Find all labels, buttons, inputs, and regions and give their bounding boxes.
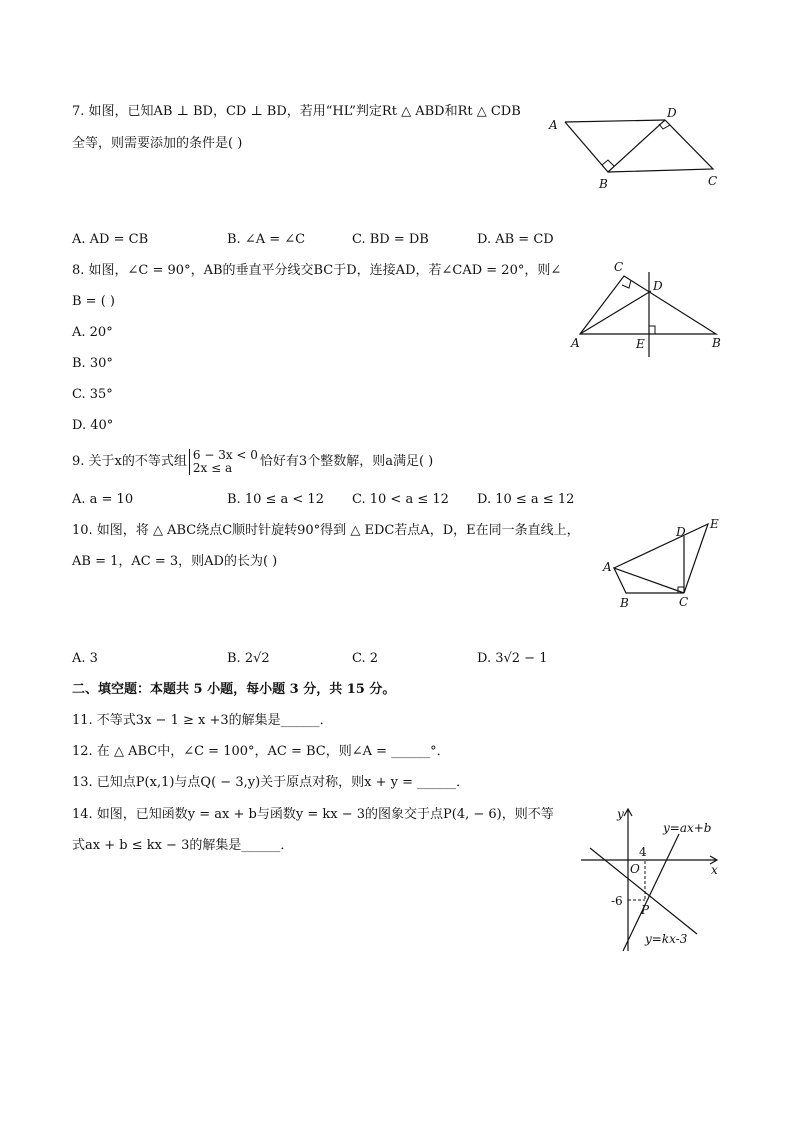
q10-label-c: C [679,595,689,609]
q10-text-line2: AB = 1，AC = 3，则AD的长为( ) [72,554,278,569]
q8-label-c: C [614,260,624,274]
q8-label-b: B [712,336,721,350]
q9-option-c[interactable]: C. 10 < a ≤ 12 [352,492,449,507]
q14-x-axis-label: x [711,863,718,877]
q7-figure [545,102,725,194]
q14-y-axis-label: y [617,807,624,821]
q10-figure [600,516,730,612]
q8-figure [568,258,728,360]
q14-text-line2: 式ax + b ≤ kx − 3的解集是______． [72,838,294,853]
q14-text-line1: 14. 如图，已知函数y = ax + b与函数y = kx − 3的图象交于点P(4, − 6)，则不等 [72,807,554,822]
q7-label-a: A [549,118,558,132]
q9-inequality-system [189,449,258,475]
q7-option-b[interactable]: B. ∠A = ∠C [227,232,306,247]
q9-option-d[interactable]: D. 10 ≤ a ≤ 12 [477,492,575,507]
q9-system-top: 6 − 3x < 0 [192,447,258,462]
q9-suffix: 恰好有3个整数解，则a满足( ) [259,454,434,469]
q13-text: 13. 已知点P(x,1)与点Q( − 3,y)关于原点对称，则x + y = ______． [72,775,470,790]
q7-option-d[interactable]: D. AB = CD [477,232,554,247]
q8-text-line1: 8. 如图，∠C = 90°，AB的垂直平分线交BC于D，连接AD，若∠CAD = 20°，则∠ [72,263,562,278]
q7-text-line2: 全等，则需要添加的条件是( ) [72,136,243,151]
q10-text-line1: 10. 如图，将 △ ABC绕点C顺时针旋转90°得到 △ EDC若点A，D，E在同一条直线上， [72,523,580,538]
q10-option-b[interactable]: B. 2√2 [227,651,270,666]
q7-label-d: D [667,106,677,120]
q9-system-bottom: 2x ≤ a [192,460,233,475]
q9-text [72,448,433,476]
q14-label-line-axb: y=ax+b [663,821,712,835]
q8-option-b[interactable]: B. 30° [72,356,113,371]
q7-option-c[interactable]: C. BD = DB [352,232,429,247]
q11-text: 11. 不等式3x − 1 ≥ x +3的解集是______． [72,713,333,728]
q14-label-p: P [641,903,650,917]
q7-option-a[interactable]: A. AD = CB [72,232,149,247]
q8-label-a: A [571,336,580,350]
q14-figure [575,806,725,956]
q9-prefix: 9. 关于x的不等式组 [72,454,187,469]
q10-label-a: A [603,560,612,574]
q7-label-b: B [599,177,608,191]
q10-label-e: E [710,517,719,531]
q14-origin-label: O [630,862,640,876]
q14-label-line-kx3: y=kx-3 [645,932,688,946]
q9-option-a[interactable]: A. a = 10 [72,492,134,507]
q8-option-c[interactable]: C. 35° [72,387,113,402]
q7-label-c: C [708,174,718,188]
q10-option-d[interactable]: D. 3√2 − 1 [477,651,548,666]
q14-tick-neg6: -6 [611,894,623,908]
q8-label-d: D [653,279,663,293]
q10-option-a[interactable]: A. 3 [72,651,98,666]
q9-option-b[interactable]: B. 10 ≤ a < 12 [227,492,324,507]
q10-option-c[interactable]: C. 2 [352,651,379,666]
q14-tick-4: 4 [639,845,647,859]
q8-text-line2: B = ( ) [72,294,115,309]
q8-label-e: E [636,337,645,351]
q10-label-d: D [676,525,686,539]
q7-text-line1: 7. 如图，已知AB ⊥ BD，CD ⊥ BD，若用“HL”判定Rt △ ABD和Rt △ CDB [72,104,521,119]
q12-text: 12. 在 △ ABC中，∠C = 100°，AC = BC，则∠A = ______°． [72,744,450,759]
q8-option-a[interactable]: A. 20° [72,325,113,340]
q10-label-b: B [620,596,629,610]
q8-option-d[interactable]: D. 40° [72,418,114,433]
section2-heading: 二、填空题：本题共 5 小题，每小题 3 分，共 15 分。 [72,682,396,697]
